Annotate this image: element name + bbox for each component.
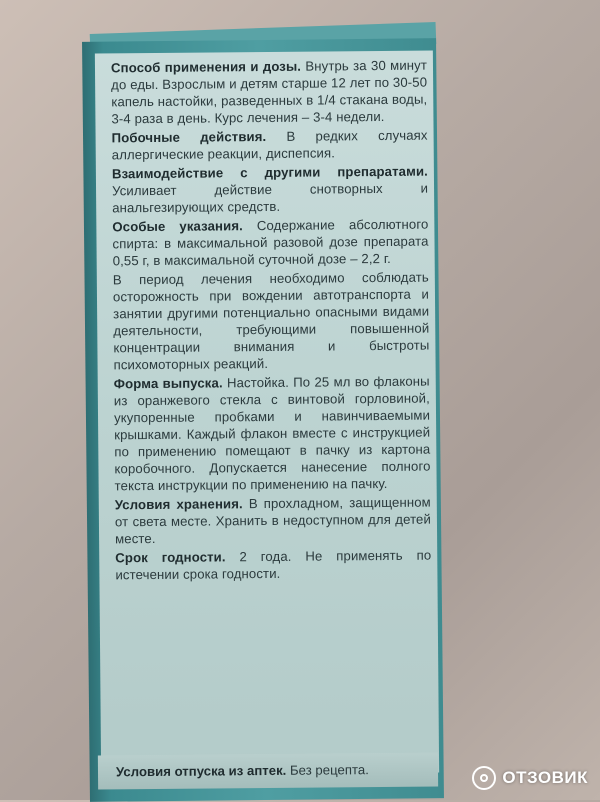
section-text: В редких случаях аллергические реакции, диспепсия. bbox=[112, 128, 428, 163]
section-heading: Срок годности. bbox=[115, 549, 226, 565]
watermark-text: ОТЗОВИК bbox=[502, 768, 588, 788]
section-text: 2 года. Не применять по истечении срока годности. bbox=[115, 548, 431, 583]
section-heading: Особые указания. bbox=[112, 218, 243, 234]
section-dosage bbox=[111, 57, 428, 128]
section-interactions bbox=[112, 163, 428, 217]
section-storage bbox=[115, 494, 431, 548]
section-shelf-life bbox=[115, 547, 431, 584]
section-text: В прохладном, защищенном от света месте. Хранить в недоступном для детей месте. bbox=[115, 495, 431, 547]
section-caution bbox=[113, 269, 430, 374]
section-special-notes bbox=[112, 216, 428, 270]
section-text: Внутрь за 30 минут до еды. Взрослым и детям старше 12 лет по 30-50 капель настойки, разведенных в 1/4 стакана воды, 3-4 раза в день. Курс лечения – 3-4 недели. bbox=[111, 58, 427, 127]
section-release-form bbox=[114, 373, 431, 495]
section-text: Содержание абсолютного спирта: в максимальной разовой дозе препарата 0,55 г, в максимальной суточной дозе – 2,2 г. bbox=[112, 217, 428, 269]
section-heading: Способ применения и дозы. bbox=[111, 59, 301, 76]
section-heading: Условия хранения. bbox=[115, 496, 243, 512]
instruction-label bbox=[95, 51, 439, 776]
watermark bbox=[472, 766, 588, 790]
section-text: В период лечения необходимо соблюдать осторожность при вождении автотранспорта и занятии другими потенциально опасными видами деятельности, требующими повышенной концентрации внимания и быстроты психомоторных реакций. bbox=[113, 270, 430, 373]
section-side-effects bbox=[112, 127, 428, 164]
dispensing-conditions bbox=[98, 753, 438, 790]
otzovik-logo-icon bbox=[472, 766, 496, 790]
section-text: Настойка. По 25 мл во флаконы из оранжевого стекла с винтовой горловиной, укупоренные пробками и навинчиваемыми крышками. Каждый флакон вместе с инструкцией по применению помещают в пачку из картона коробочного. Допускается нанесение полного текста инструкции по применению на пачку. bbox=[114, 374, 431, 494]
footer-text: Без рецепта. bbox=[286, 762, 369, 778]
section-heading: Форма выпуска. bbox=[114, 375, 223, 391]
section-heading: Побочные действия. bbox=[112, 129, 267, 145]
section-text: Усиливает действие снотворных и анальгезирующих средств. bbox=[112, 181, 428, 216]
section-heading: Взаимодействие с другими препаратами. bbox=[112, 164, 428, 182]
footer-heading: Условия отпуска из аптек. bbox=[116, 763, 286, 779]
